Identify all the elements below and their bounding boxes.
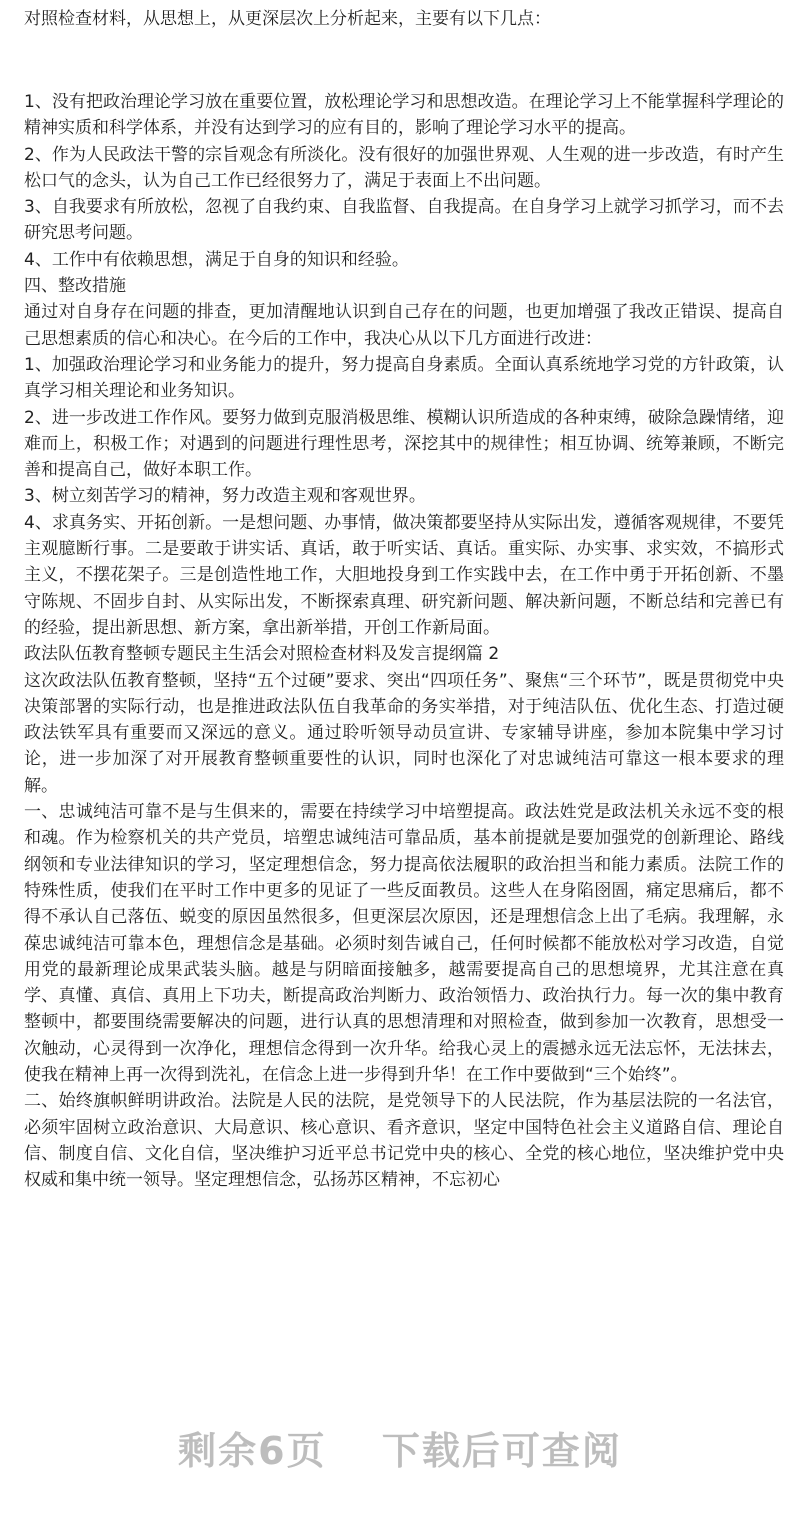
document-body [24,89,784,1193]
paragraph-8: 3、树立刻苦学习的精神，努力改造主观和客观世界。 [24,486,426,507]
paragraph-4: 4、工作中有依赖思想，满足于自身的知识和经验。 [24,249,409,270]
paragraph-2: 2、作为人民政法干警的宗旨观念有所淡化。没有很好的加强世界观、人生观的进一步改造，有时产生松口气的念头，认为自己工作已经很努力了，满足于表面上不出问题。 [24,144,784,191]
download-prompt[interactable] [0,1420,800,1475]
article-2-title: 政法队伍教育整顿专题民主生活会对照检查材料及发言提纲篇 2 [24,644,500,665]
section-heading-4: 四、整改措施 [24,276,126,297]
remaining-pages-label: 剩余6页 [178,1429,327,1473]
paragraph-12: 二、始终旗帜鲜明讲政治。法院是人民的法院，是党领导下的人民法院，作为基层法院的一名法官，必须牢固树立政治意识、大局意识、核心意识、看齐意识，坚定中国特色社会主义道路自信、理论自信、制度自信、文化自信，坚决维护习近平总书记党中央的核心、全党的核心地位，坚决维护党中央权威和集中统一领导。坚定理想信念，弘扬苏区精神，不忘初心 [24,1091,784,1191]
paragraph-7: 2、进一步改进工作作风。要努力做到克服消极思维、模糊认识所造成的各种束缚，破除急躁情绪，迎难而上，积极工作；对遇到的问题进行理性思考，深挖其中的规律性；相互协调、统筹兼顾，不断完善和提高自己，做好本职工作。 [24,407,784,481]
paragraph-3: 3、自我要求有所放松，忽视了自我约束、自我监督、自我提高。在自身学习上就学习抓学习，而不去研究思考问题。 [24,197,784,244]
paragraph-1: 1、没有把政治理论学习放在重要位置，放松理论学习和思想改造。在理论学习上不能掌握科学理论的精神实质和科学体系，并没有达到学习的应有目的，影响了理论学习水平的提高。 [24,92,784,139]
intro-paragraph: 对照检查材料，从思想上，从更深层次上分析起来，主要有以下几点： [24,9,551,29]
paragraph-6: 1、加强政治理论学习和业务能力的提升，努力提高自身素质。全面认真系统地学习党的方针政策，认真学习相关理论和业务知识。 [24,354,784,402]
paragraph-11: 一、忠诚纯洁可靠不是与生俱来的，需要在持续学习中培塑提高。政法姓党是政法机关永远不变的根和魂。作为检察机关的共产党员，培塑忠诚纯洁可靠品质，基本前提就是要加强党的创新理论、路线纲领和专业法律知识的学习，坚定理想信念，努力提高依法履职的政治担当和能力素质。法院工作的特殊性质，使我们在平时工作中更多的见证了一些反面教员。这些人在身陷囹圄，痛定思痛后，都不得不承认自己落伍、蜕变的原因虽然很多，但更深层次原因，还是理想信念上出了毛病。我理解，永葆忠诚纯洁可靠本色，理想信念是基础。必须时刻告诫自己，任何时候都不能放松对学习改造，自觉用党的最新理论成果武装头脑。越是与阴暗面接触多，越需要提高自己的思想境界，尤其注意在真学、真懂、真信、真用上下功夫，断提高政治判断力、政治领悟力、政治执行力。每一次的集中教育整顿中，都要围绕需要解决的问题，进行认真的思想清理和对照检查，做到参加一次教育，思想受一次触动，心灵得到一次净化，理想信念得到一次升华。给我心灵上的震撼永远无法忘怀，无法抹去，使我在精神上再一次得到洗礼，在信念上进一步得到升华！在工作中要做到“三个始终”。 [24,802,784,1085]
paragraph-9: 4、求真务实、开拓创新。一是想问题、办事情，做决策都要坚持从实际出发，遵循客观规律，不要凭主观臆断行事。二是要敢于讲实话、真话，敢于听实话、真话。重实际、办实事、求实效，不搞形式主义，不摆花架子。三是创造性地工作，大胆地投身到工作实践中去，在工作中勇于开拓创新、不墨守陈规、不固步自封、从实际出发，不断探索真理、研究新问题、解决新问题，不断总结和完善已有的经验，提出新思想、新方案，拿出新举措，开创工作新局面。 [24,512,784,638]
paragraph-5: 通过对自身存在问题的排查，更加清醒地认识到自己存在的问题，也更加增强了我改正错误、提高自己思想素质的信心和决心。在今后的工作中，我决心从以下几方面进行改进： [24,302,784,349]
download-hint-label: 下载后可查阅 [381,1429,622,1473]
paragraph-10: 这次政法队伍教育整顿，坚持“五个过硬”要求、突出“四项任务”、聚焦“三个环节”，既是贯彻党中央决策部署的实际行动，也是推进政法队伍自我革命的务实举措，对于纯洁队伍、优化生态、打造过硬政法铁军具有重要而又深远的意义。通过聆听领导动员宣讲、专家辅导讲座，参加本院集中学习讨论，进一步加深了对开展教育整顿重要性的认识，同时也深化了对忠诚纯洁可靠这一根本要求的理解。 [24,670,784,796]
intro-text [24,6,784,32]
